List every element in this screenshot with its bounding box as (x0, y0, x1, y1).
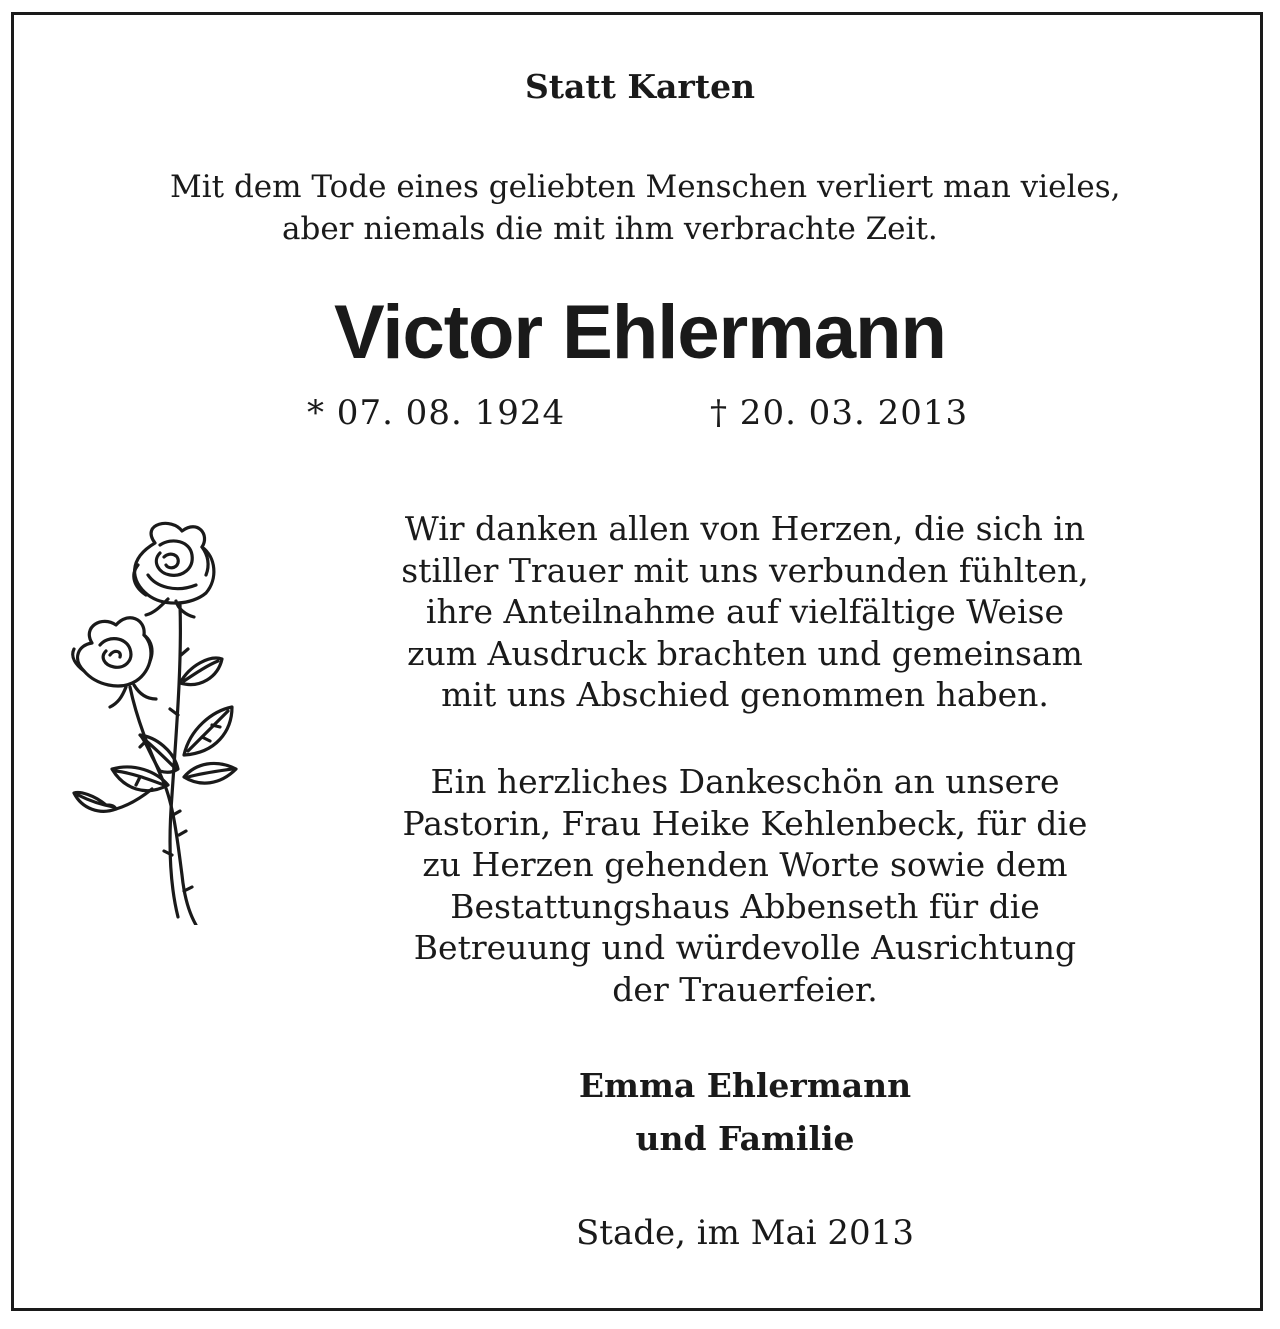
acknowledgement-paragraph (330, 761, 1160, 1010)
deceased-name: Victor Ehlermann (334, 290, 946, 375)
place-date: Stade, im Mai 2013 (576, 1213, 914, 1253)
text-line: zum Ausdruck brachten und gemeinsam (407, 633, 1083, 673)
text-line: stiller Trauer mit uns verbunden fühlten, (401, 550, 1089, 590)
text-line: Wir danken allen von Herzen, die sich in (404, 509, 1086, 548)
death-date: † 20. 03. 2013 (710, 393, 969, 433)
text-line: ihre Anteilnahme auf vielfältige Weise (425, 592, 1065, 631)
text-line: Pastorin, Frau Heike Kehlenbeck, für die (402, 803, 1088, 843)
signature-family: und Familie (635, 1119, 855, 1158)
text-line: mit uns Abschied genommen haben. (441, 675, 1049, 714)
notice-header: Statt Karten (524, 67, 756, 106)
text-line: Ein herzliches Dankeschön an unsere (430, 762, 1060, 801)
signature-name: Emma Ehlermann (578, 1066, 912, 1105)
text-line: der Trauerfeier. (612, 969, 878, 1009)
birth-date: * 07. 08. 1924 (307, 393, 566, 433)
rose-icon (60, 515, 250, 925)
text-line: Bestattungshaus Abbenseth für die (450, 886, 1040, 926)
text-line: Betreuung und würdevolle Ausrichtung (413, 928, 1077, 967)
thanks-paragraph (330, 508, 1160, 716)
text-line: zu Herzen gehenden Worte sowie dem (422, 845, 1068, 884)
quote-line-2: aber niemals die mit ihm verbrachte Zeit. (282, 211, 938, 247)
quote-line-1: Mit dem Tode eines geliebten Menschen verliert man vieles, (170, 169, 1121, 205)
